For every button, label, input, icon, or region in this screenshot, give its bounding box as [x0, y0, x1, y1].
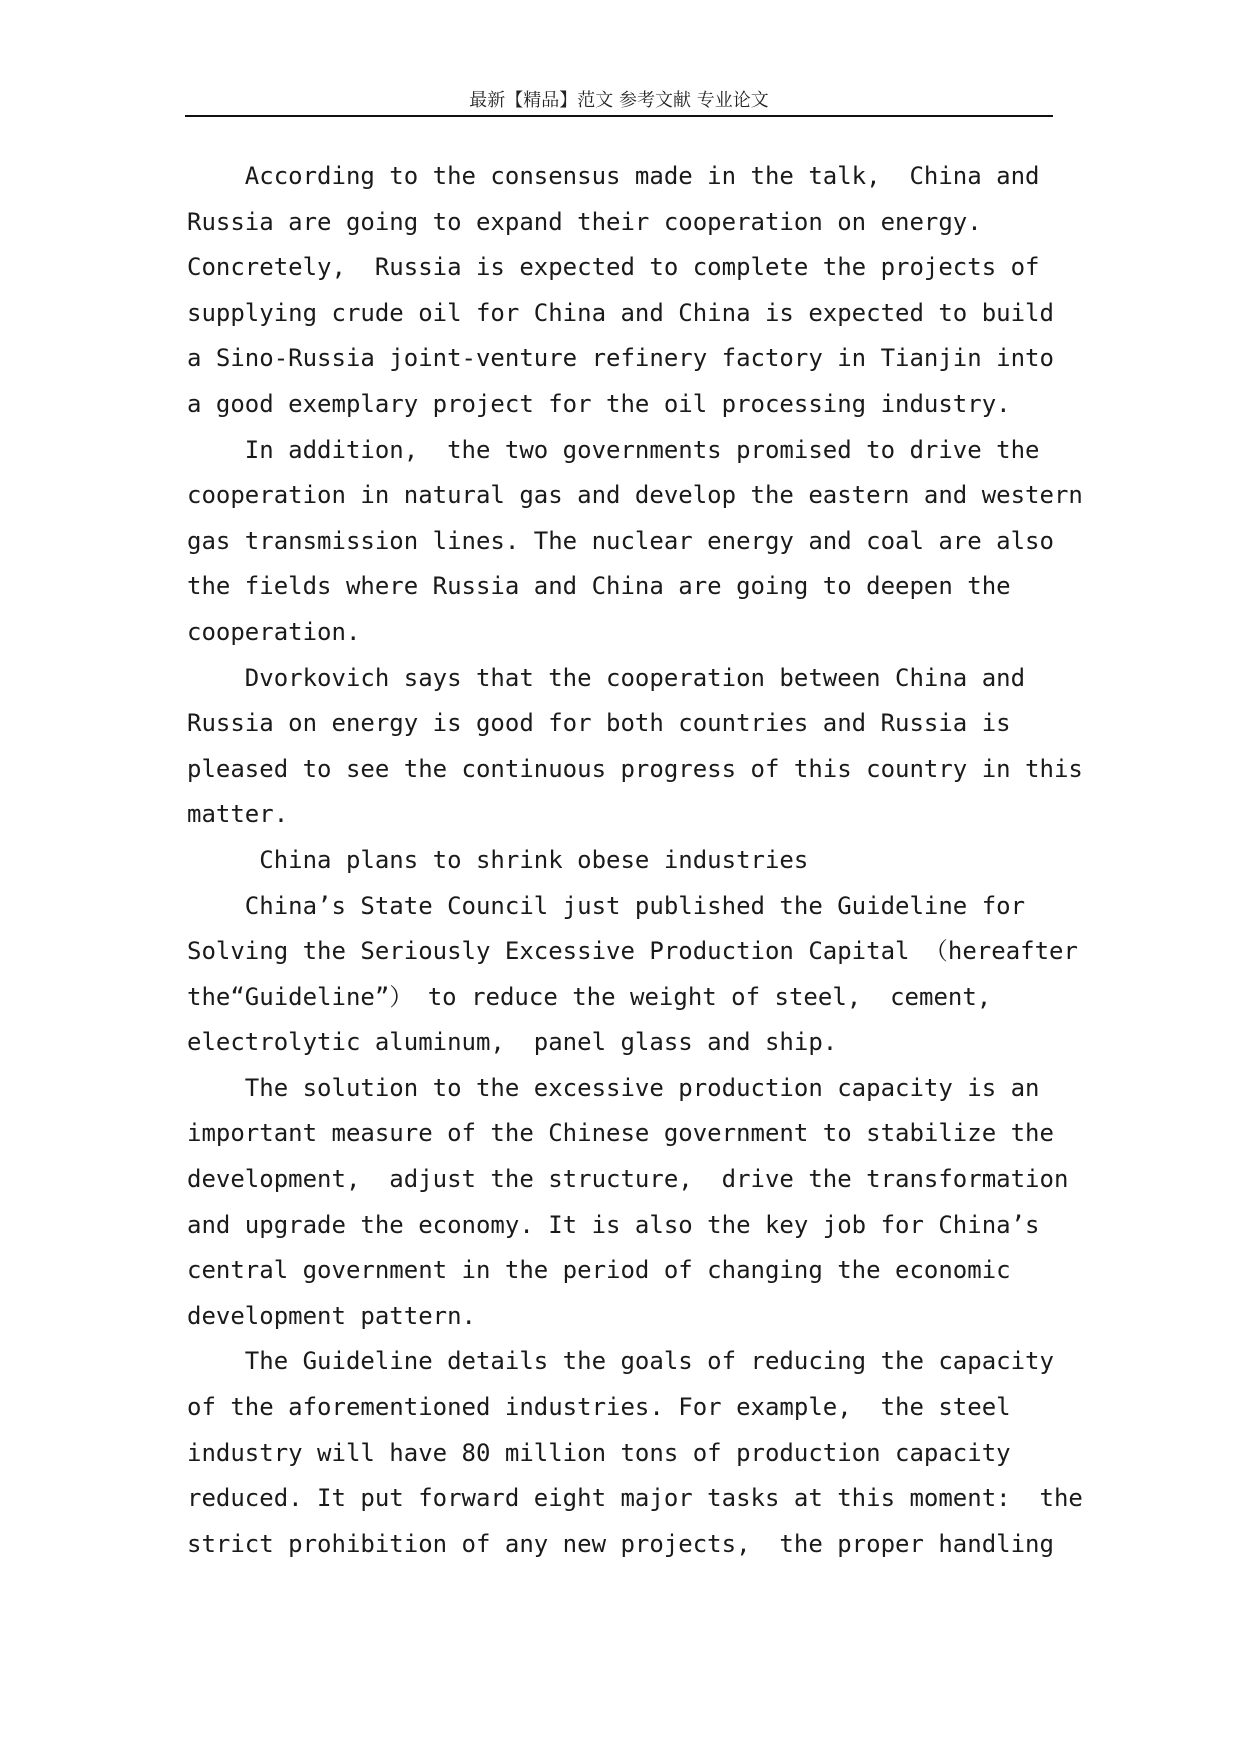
text-line: cooperation.: [187, 617, 361, 646]
text-line: central government in the period of changing the economic: [187, 1256, 1011, 1285]
header-divider: [185, 115, 1053, 117]
text-line: development pattern.: [187, 1301, 476, 1330]
text-line: Solving the Seriously Excessive Production Capital （hereafter: [187, 937, 1078, 966]
text-line: a Sino-Russia joint-venture refinery factory in Tianjin into: [187, 344, 1054, 373]
text-line: Russia are going to expand their cooperation on energy.: [187, 207, 982, 236]
text-line: cooperation in natural gas and develop the eastern and western: [187, 481, 1083, 510]
text-line: pleased to see the continuous progress of this country in this: [187, 754, 1083, 783]
text-line: Russia on energy is good for both countries and Russia is: [187, 709, 1011, 738]
text-line: matter.: [187, 800, 289, 829]
text-line: the“Guideline”） to reduce the weight of steel, cement,: [187, 982, 992, 1011]
text-line: supplying crude oil for China and China is expected to build: [187, 298, 1054, 327]
text-line: important measure of the Chinese government to stabilize the: [187, 1119, 1054, 1148]
text-line: gas transmission lines. The nuclear energy and coal are also: [187, 526, 1054, 555]
text-line: development, adjust the structure, drive the transformation: [187, 1165, 1069, 1194]
text-line: The solution to the excessive production capacity is an: [187, 1073, 1040, 1102]
text-line: of the aforementioned industries. For example, the steel: [187, 1393, 1011, 1422]
text-line: Concretely, Russia is expected to complete the projects of: [187, 253, 1040, 282]
text-line: strict prohibition of any new projects, the proper handling: [187, 1529, 1054, 1558]
text-line: the fields where Russia and China are going to deepen the: [187, 572, 1011, 601]
page-header: 最新【精品】范文 参考文献 专业论文: [469, 90, 769, 111]
text-line: electrolytic aluminum, panel glass and ship.: [187, 1028, 838, 1057]
text-line: The Guideline details the goals of reducing the capacity: [187, 1347, 1054, 1376]
text-line: In addition, the two governments promised to drive the: [187, 435, 1040, 464]
text-line: China’s State Council just published the Guideline for: [187, 891, 1026, 920]
text-line: a good exemplary project for the oil processing industry.: [187, 389, 1011, 418]
text-line: and upgrade the economy. It is also the key job for China’s: [187, 1210, 1040, 1239]
text-line: According to the consensus made in the talk, China and: [187, 162, 1040, 190]
document-body: [187, 154, 1087, 1567]
section-heading: China plans to shrink obese industries: [187, 845, 809, 874]
text-line: industry will have 80 million tons of production capacity: [187, 1438, 1011, 1467]
text-line: Dvorkovich says that the cooperation between China and: [187, 663, 1026, 692]
text-line: reduced. It put forward eight major tasks at this moment: the: [187, 1484, 1083, 1513]
